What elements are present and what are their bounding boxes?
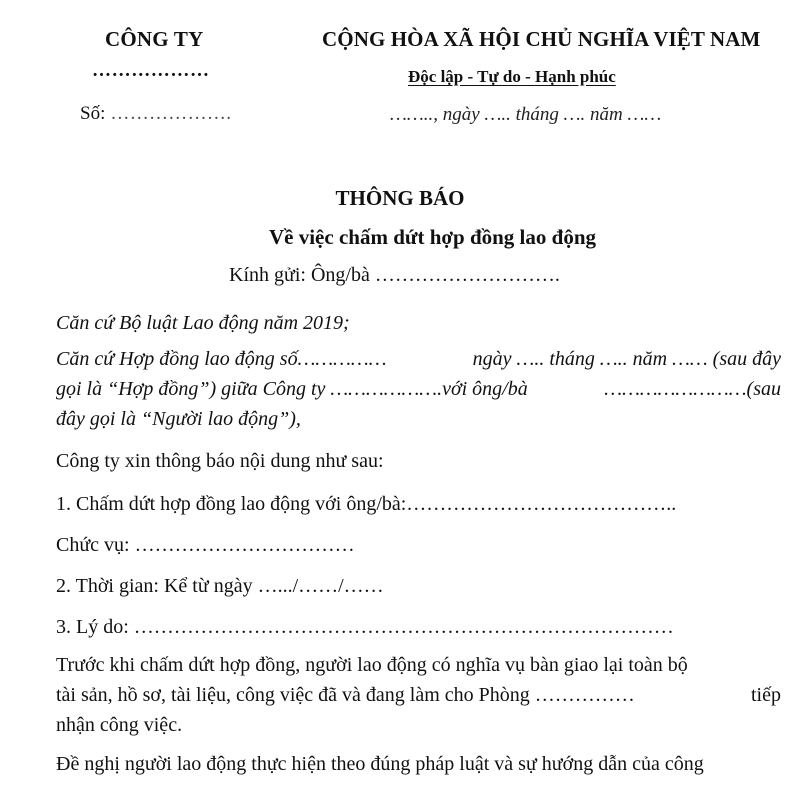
document-number-label: Số: — [80, 103, 106, 124]
intro-text: Công ty xin thông báo nội dung như sau: — [56, 450, 384, 472]
compliance-paragraph — [56, 749, 781, 779]
document-number-line — [80, 103, 231, 125]
company-title: CÔNG TY — [105, 27, 204, 51]
notice-title: THÔNG BÁO — [335, 186, 465, 210]
item-reason: 3. Lý do: ……………………………………………………………………… — [56, 616, 674, 638]
document-number-placeholder: ………………. — [105, 103, 232, 124]
compliance-line-1: Đề nghị người lao động thực hiện theo đúng pháp luật và sự hướng dẫn của công — [56, 753, 704, 775]
handover-line-3: nhận công việc. — [56, 714, 183, 736]
handover-line-2 — [56, 680, 781, 710]
contract-date-text: ngày ….. tháng ….. năm …… (sau đây — [472, 348, 781, 370]
handover-paragraph — [56, 650, 781, 740]
legal-basis-contract — [56, 344, 781, 434]
legal-basis-labor-code: Căn cứ Bộ luật Lao động năm 2019; — [56, 312, 350, 334]
employee-name-placeholder: ……………………(sau — [604, 378, 781, 400]
handover-department-text: tài sản, hồ sơ, tài liệu, công việc đã và đang làm cho Phòng …………… — [56, 684, 635, 706]
place-date-line: …….., ngày ….. tháng …. năm …… — [390, 104, 662, 125]
national-motto: Độc lập - Tự do - Hạnh phúc — [408, 67, 616, 86]
legal-basis-contract-line-3: đây gọi là “Người lao động”), — [56, 408, 301, 430]
item-effective-date: 2. Thời gian: Kể từ ngày ….../……/…… — [56, 575, 384, 597]
item-position: Chức vụ: …………………………… — [56, 534, 355, 556]
contract-number-text: Căn cứ Hợp đồng lao động số…………… — [56, 348, 387, 370]
item-terminate-with: 1. Chấm dứt hợp đồng lao động với ông/bà:………………………………….. — [56, 493, 677, 515]
contract-parties-text: gọi là “Hợp đồng”) giữa Công ty ……………….với ông/bà — [56, 378, 528, 400]
recipient-line: Kính gửi: Ông/bà ………………………. — [229, 264, 560, 286]
legal-basis-contract-line-2 — [56, 374, 781, 404]
handover-receive-text: tiếp — [751, 684, 781, 706]
legal-basis-contract-line-1 — [56, 344, 781, 374]
nation-title: CỘNG HÒA XÃ HỘI CHỦ NGHĨA VIỆT NAM — [322, 27, 761, 51]
company-name-placeholder: ……………… — [92, 60, 210, 81]
handover-line-1: Trước khi chấm dứt hợp đồng, người lao động có nghĩa vụ bàn giao lại toàn bộ — [56, 654, 688, 676]
notice-subject: Về việc chấm dứt hợp đồng lao động — [268, 225, 597, 249]
